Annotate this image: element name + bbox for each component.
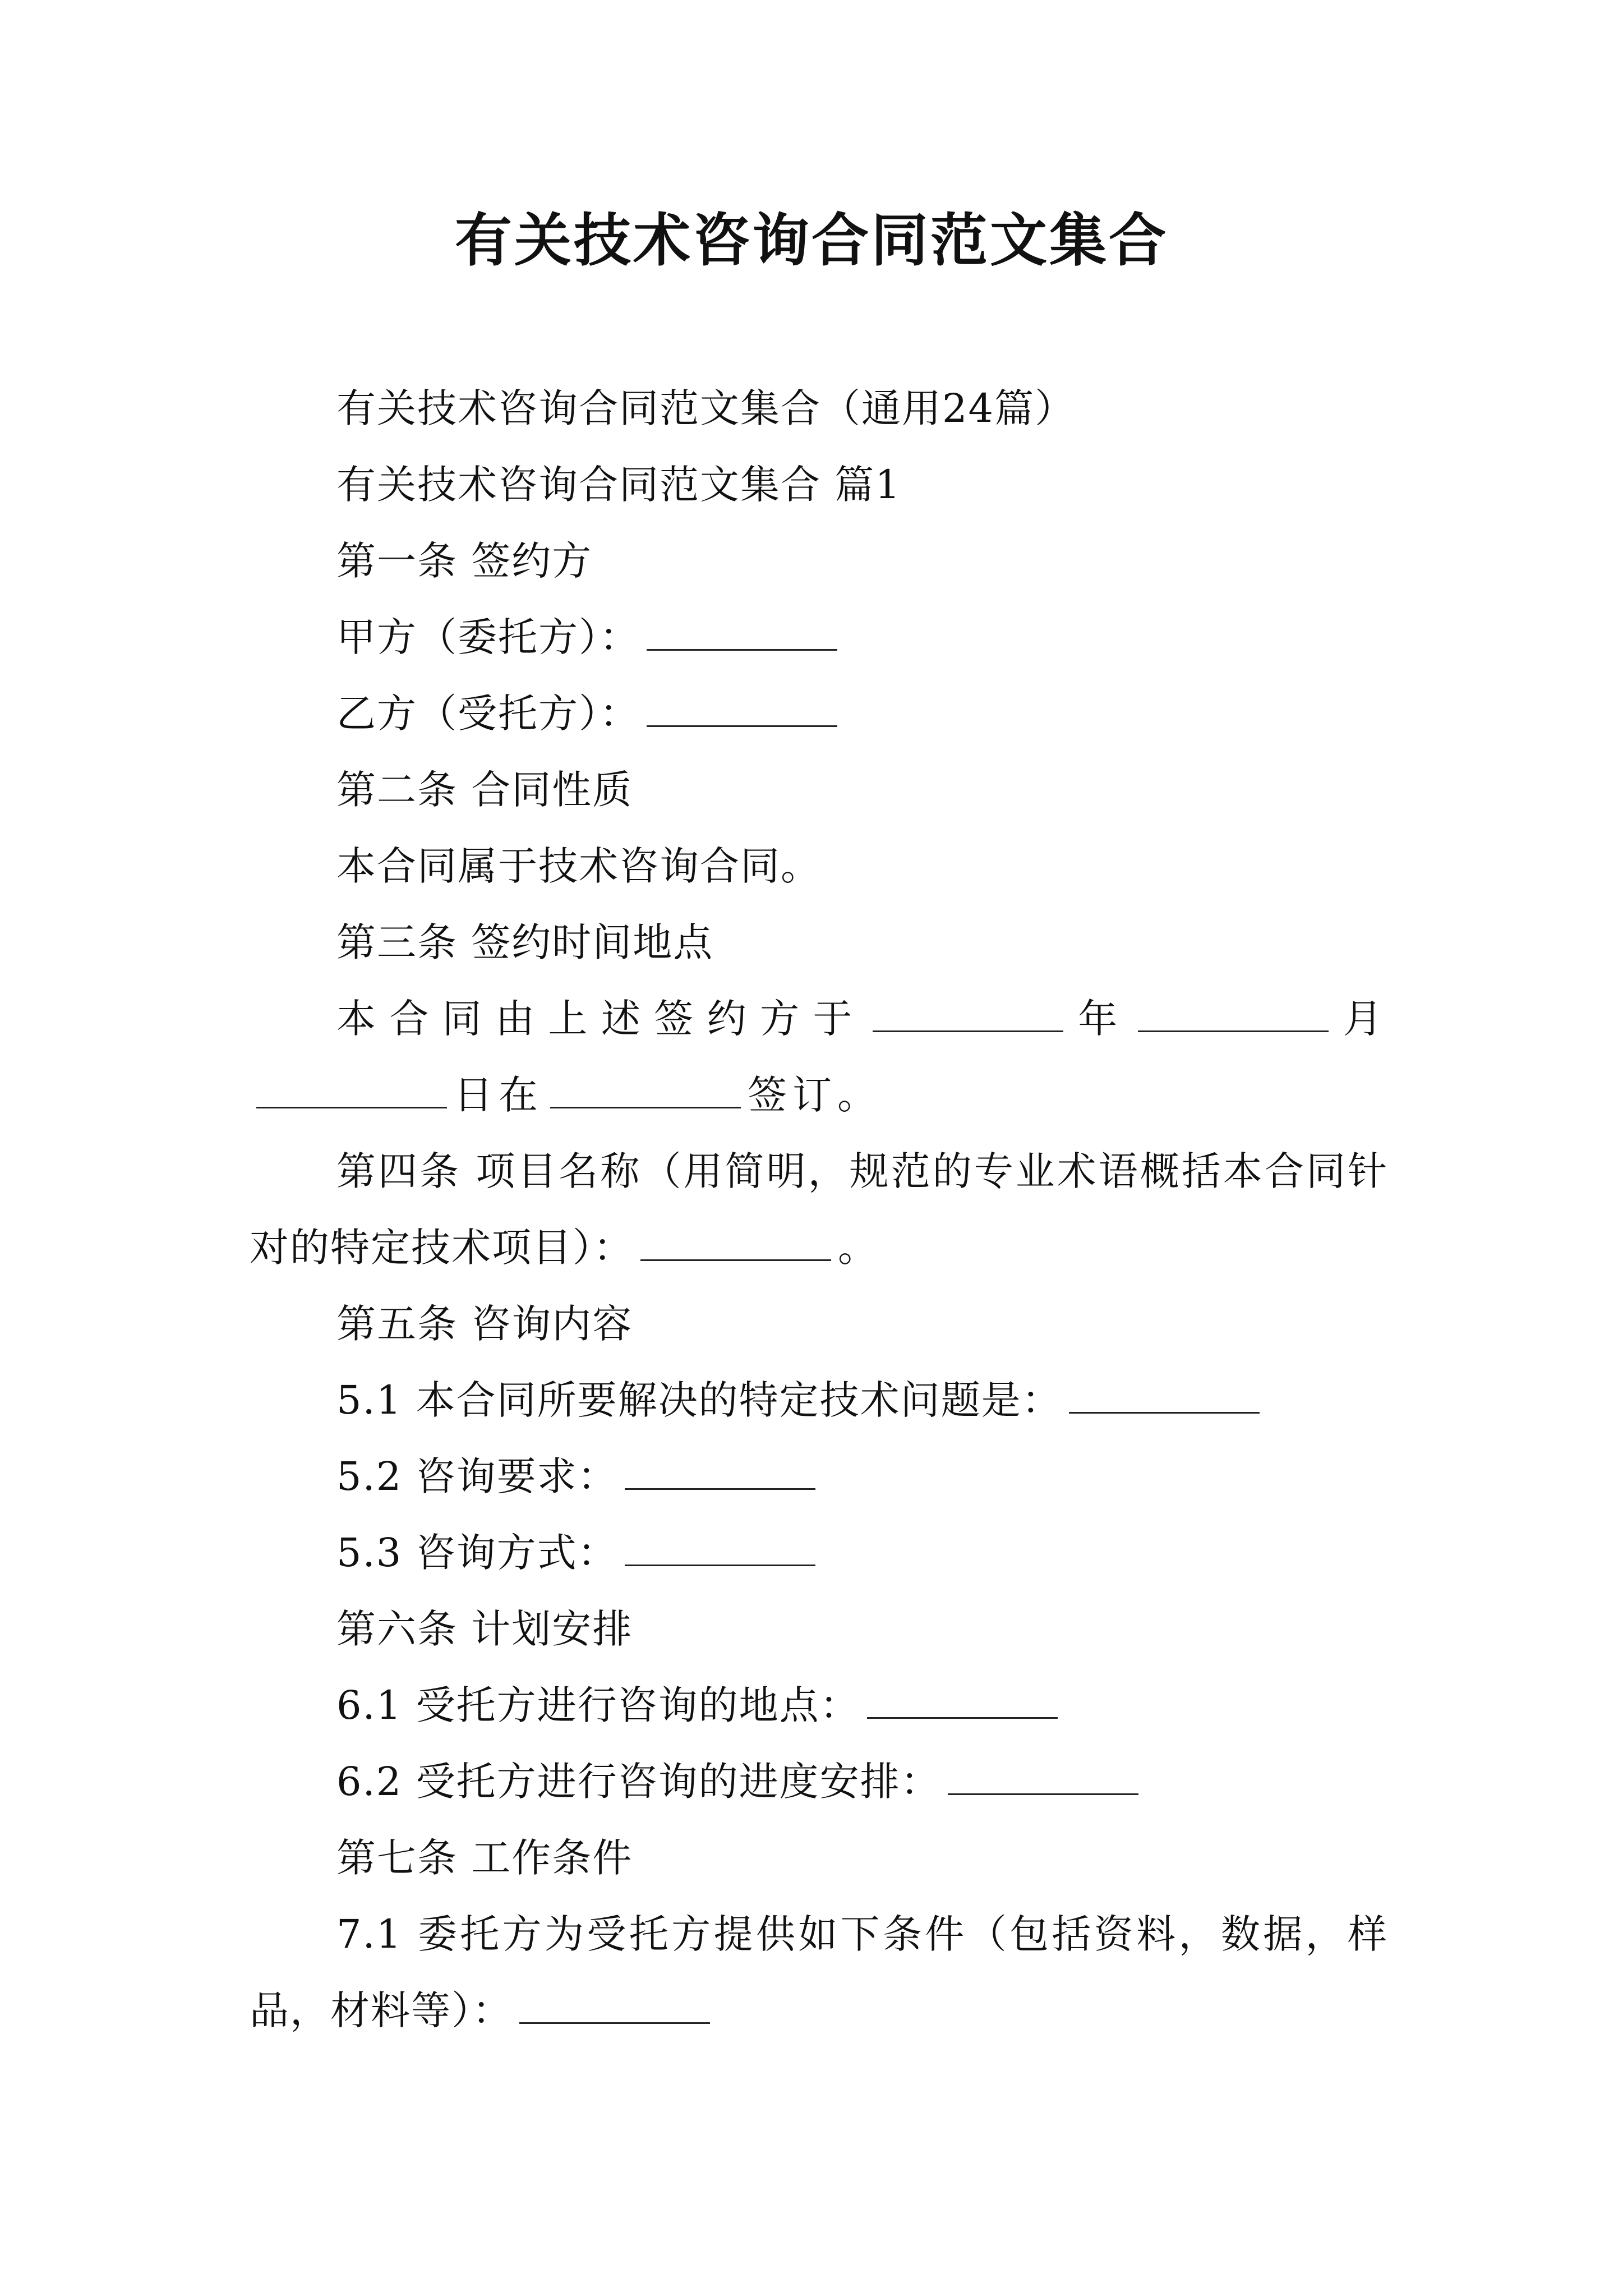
article-7-heading: 第七条 工作条件 (336, 1835, 633, 1881)
document-title: 有关技术咨询合同范文集合 (455, 208, 1168, 274)
clause-5-3 (250, 1515, 1388, 1591)
clause-5-3-label: 5.3 咨询方式： (336, 1530, 618, 1576)
collection-subtitle: 有关技术咨询合同范文集合（通用24篇） (336, 385, 1076, 431)
signing-day-blank (256, 1068, 447, 1108)
clause-6-2 (250, 1743, 1388, 1820)
section-heading-part-1: 有关技术咨询合同范文集合 篇1 (336, 462, 901, 508)
clause-5-1 (250, 1362, 1388, 1438)
signing-text-year: 年 (1069, 996, 1131, 1042)
article-2-heading: 第二条 合同性质 (336, 767, 633, 813)
project-name-end: 。 (838, 1225, 878, 1271)
clause-6-1-label: 6.1 受托方进行咨询的地点： (336, 1682, 860, 1728)
clause-7-1 (250, 1896, 1388, 2049)
article-4-paragraph (250, 1133, 1388, 1286)
signing-text-end: 签订。 (748, 1072, 882, 1118)
clause-6-1-blank (867, 1678, 1058, 1719)
clause-5-2-blank (625, 1449, 815, 1490)
clause-7-1-label: 7.1 委托方为受托方提供如下条件（包括资料，数据，样品，材料等）： (250, 1911, 1388, 2033)
project-name-blank (640, 1220, 831, 1261)
clause-5-2-label: 5.2 咨询要求： (336, 1453, 618, 1499)
signing-text-month: 月 (1335, 996, 1389, 1042)
contract-nature-text: 本合同属于技术咨询合同。 (336, 843, 821, 889)
signing-text-a: 本合同由上述签约方于 (336, 996, 866, 1042)
party-b-line (250, 675, 1388, 752)
signing-text-day: 日在 (454, 1072, 543, 1118)
article-1-heading: 第一条 签约方 (336, 538, 593, 584)
article-3-heading: 第三条 签约时间地点 (336, 919, 714, 965)
signing-year-blank (873, 991, 1063, 1032)
project-name-text: 第四条 项目名称（用简明，规范的专业术语概括本合同针对的特定技术项目）： (250, 1148, 1388, 1271)
clause-5-1-label: 5.1 本合同所要解决的特定技术问题是： (336, 1377, 1062, 1423)
clause-7-1-blank (519, 1983, 710, 2024)
clause-5-2 (250, 1438, 1388, 1515)
article-6-heading: 第六条 计划安排 (336, 1606, 633, 1652)
signing-place-blank (550, 1068, 741, 1108)
clause-5-1-blank (1069, 1373, 1260, 1414)
party-a-label: 甲方（委托方）： (336, 614, 640, 660)
clause-6-2-label: 6.2 受托方进行咨询的进度安排： (336, 1759, 941, 1805)
clause-6-2-blank (948, 1754, 1138, 1795)
party-a-blank (647, 610, 837, 651)
party-a-line (250, 599, 1388, 675)
signing-month-blank (1138, 991, 1329, 1032)
article-5-heading: 第五条 咨询内容 (336, 1301, 633, 1347)
clause-6-1 (250, 1667, 1388, 1743)
document-body (250, 370, 1388, 2049)
clause-5-3-blank (625, 1525, 815, 1566)
party-b-blank (647, 686, 837, 727)
signing-time-place-paragraph (250, 981, 1388, 1133)
party-b-label: 乙方（受托方）： (336, 691, 640, 737)
